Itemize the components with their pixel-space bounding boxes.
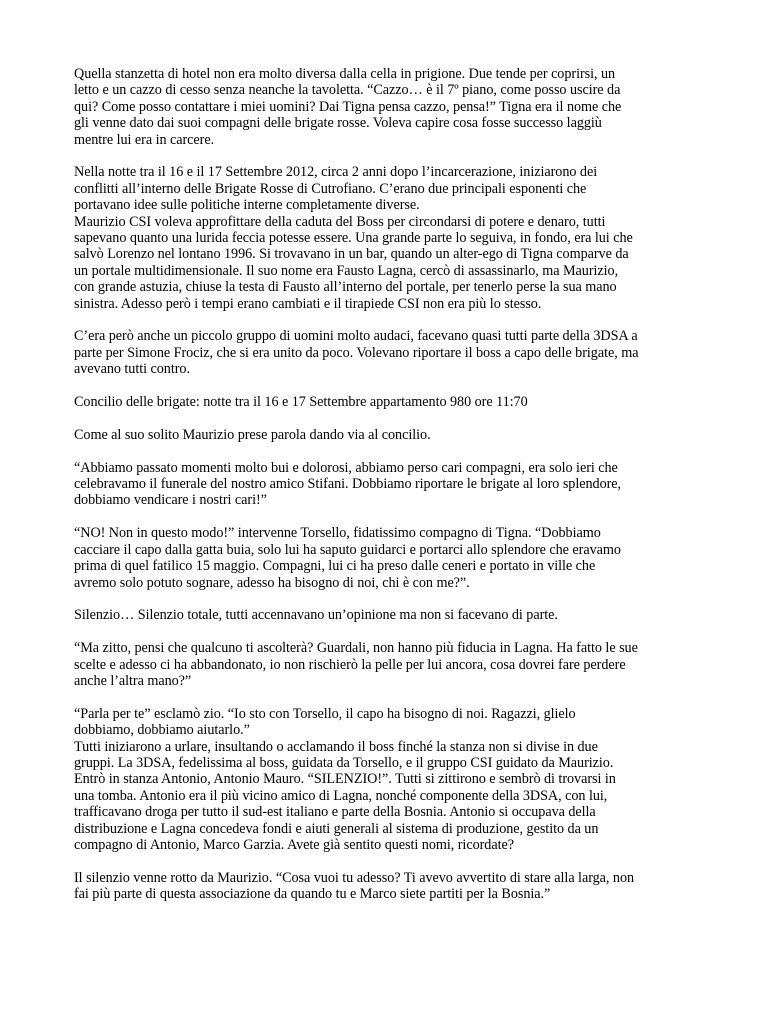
paragraph-spacer bbox=[74, 853, 702, 869]
text-line: gli venne dato dai suoi compagni delle brigate rosse. Voleva capire cosa fosse successo laggiù bbox=[74, 115, 602, 132]
paragraph-spacer bbox=[74, 624, 702, 640]
paragraph bbox=[74, 66, 702, 148]
paragraph bbox=[74, 427, 702, 443]
text-line: scelte e adesso ci ha abbandonato, io non rischierò la pelle per lui ancora, cosa dovrei fare perdere bbox=[74, 656, 626, 673]
text-line: C’era però anche un piccolo gruppo di uomini molto audaci, facevano quasi tutti parte della 3DSA a bbox=[74, 328, 638, 345]
text-line: trafficavano droga per tutto il sud-est italiano e parte della Bosnia. Antonio si occupava della bbox=[74, 804, 596, 821]
paragraph bbox=[74, 525, 702, 591]
paragraph-spacer bbox=[74, 312, 702, 328]
paragraph bbox=[74, 706, 702, 739]
text-line: “Parla per te” esclamò zio. “Io sto con Torsello, il capo ha bisogno di noi. Ragazzi, glielo bbox=[74, 705, 576, 722]
text-line: portavano idee sulle politiche interne completamente diverse. bbox=[74, 197, 420, 214]
text-line: compagno di Antonio, Marco Garzia. Avete già sentito questi nomi, ricordate? bbox=[74, 836, 514, 853]
text-line: Maurizio CSI voleva approfittare della caduta del Boss per circondarsi di potere e denaro, tutti bbox=[74, 213, 606, 230]
paragraph-spacer bbox=[74, 410, 702, 426]
text-line: sapevano quanto una lurida feccia potesse essere. Una grande parte lo seguiva, in fondo, era lui che bbox=[74, 230, 633, 247]
paragraph bbox=[74, 771, 702, 853]
text-line: un portale multidimensionale. Il suo nome era Fausto Lagna, cercò di assassinarlo, ma Maurizio, bbox=[74, 262, 619, 279]
paragraph bbox=[74, 214, 702, 312]
text-line: qui? Come posso contattare i miei uomini? Dai Tigna pensa cazzo, pensa!” Tigna era il nome che bbox=[74, 98, 622, 115]
text-line: fai più parte di questa associazione da quando tu e Marco siete partiti per la Bosnia.” bbox=[74, 886, 551, 903]
paragraph bbox=[74, 870, 702, 903]
paragraph-spacer bbox=[74, 689, 702, 705]
text-line: distribuzione e Lagna concedeva fondi e aiuti generali al sistema di produzione, gestito da un bbox=[74, 820, 599, 837]
text-line: una tomba. Antonio era il più vicino amico di Lagna, nonché componente della 3DSA, con lui, bbox=[74, 787, 608, 804]
text-line: Silenzio… Silenzio totale, tutti accennavano un’opinione ma non si facevano di parte. bbox=[74, 607, 558, 624]
text-line: sinistra. Adesso però i tempi erano cambiati e il tirapiede CSI non era più lo stesso. bbox=[74, 295, 542, 312]
text-line: prima di quel fatilico 15 maggio. Compagni, lui ci ha preso dalle ceneri e portato in ville che bbox=[74, 558, 596, 575]
text-line: conflitti all’interno delle Brigate Rosse di Cutrofiano. C’erano due principali esponenti che bbox=[74, 180, 587, 197]
paragraph bbox=[74, 739, 702, 772]
text-line: Entrò in stanza Antonio, Antonio Mauro. “SILENZIO!”. Tutti si zittirono e sembrò di trovarsi in bbox=[74, 771, 616, 788]
text-line: “NO! Non in questo modo!” intervenne Torsello, fidatissimo compagno di Tigna. “Dobbiamo bbox=[74, 525, 601, 542]
text-line: dobbiamo, dobbiamo aiutarlo.” bbox=[74, 722, 250, 739]
paragraph bbox=[74, 328, 702, 377]
text-line: avremo solo potuto sognare, adesso ha bisogno di noi, chi è con me?”. bbox=[74, 574, 470, 591]
text-line: celebravamo il funerale del nostro amico Stifani. Dobbiamo riportare le brigate al loro splendore, bbox=[74, 476, 622, 493]
text-line: anche l’altra mano?” bbox=[74, 672, 192, 689]
paragraph-spacer bbox=[74, 148, 702, 164]
text-line: cacciare il capo dalla gatta buia, solo lui ha saputo guidarci e portarci allo splendore che eravamo bbox=[74, 541, 621, 558]
text-line: Il silenzio venne rotto da Maurizio. “Cosa vuoi tu adesso? Ti avevo avvertito di stare alla larga, non bbox=[74, 869, 635, 886]
paragraph-spacer bbox=[74, 509, 702, 525]
text-line: salvò Lorenzo nel lontano 1996. Si trovavano in un bar, quando un alter-ego di Tigna comparve da bbox=[74, 246, 629, 263]
paragraph bbox=[74, 640, 702, 689]
text-line: con grande astuzia, chiuse la testa di Fausto all’interno del portale, per tenerlo perse la sua mano bbox=[74, 279, 617, 296]
text-line: dobbiamo vendicare i nostri cari!” bbox=[74, 492, 267, 509]
text-line: parte per Simone Frociz, che si era unito da poco. Volevano riportare il boss a capo delle brigate, ma bbox=[74, 344, 639, 361]
text-line: gruppi. La 3DSA, fedelissima al boss, guidata da Torsello, e il gruppo CSI guidato da Maurizio. bbox=[74, 754, 614, 771]
text-line: “Ma zitto, pensi che qualcuno ti ascolterà? Guardali, non hanno più fiducia in Lagna. Ha fatto le sue bbox=[74, 640, 638, 657]
text-line: Quella stanzetta di hotel non era molto diversa dalla cella in prigione. Due tende per coprirsi, un bbox=[74, 66, 616, 82]
text-line: Come al suo solito Maurizio prese parola dando via al concilio. bbox=[74, 426, 431, 443]
paragraph-spacer bbox=[74, 443, 702, 459]
text-line: mentre lui era in carcere. bbox=[74, 131, 215, 148]
paragraph-spacer bbox=[74, 591, 702, 607]
paragraph-spacer bbox=[74, 378, 702, 394]
text-line: Tutti iniziarono a urlare, insultando o acclamando il boss finché la stanza non si divise in due bbox=[74, 738, 598, 755]
paragraph bbox=[74, 164, 702, 213]
paragraph bbox=[74, 460, 702, 509]
text-line: “Abbiamo passato momenti molto bui e dolorosi, abbiamo perso cari compagni, era solo ieri che bbox=[74, 459, 618, 476]
paragraph bbox=[74, 394, 702, 410]
document-body bbox=[74, 66, 702, 903]
paragraph bbox=[74, 607, 702, 623]
text-line: avevano tutti contro. bbox=[74, 361, 190, 378]
text-line: Concilio delle brigate: notte tra il 16 e 17 Settembre appartamento 980 ore 11:70 bbox=[74, 394, 528, 411]
text-line: letto e un cazzo di cesso senza neanche la tavoletta. “Cazzo… è il 7º piano, come posso uscire da bbox=[74, 82, 621, 99]
text-line: Nella notte tra il 16 e il 17 Settembre 2012, circa 2 anni dopo l’incarcerazione, iniziarono dei bbox=[74, 164, 598, 181]
